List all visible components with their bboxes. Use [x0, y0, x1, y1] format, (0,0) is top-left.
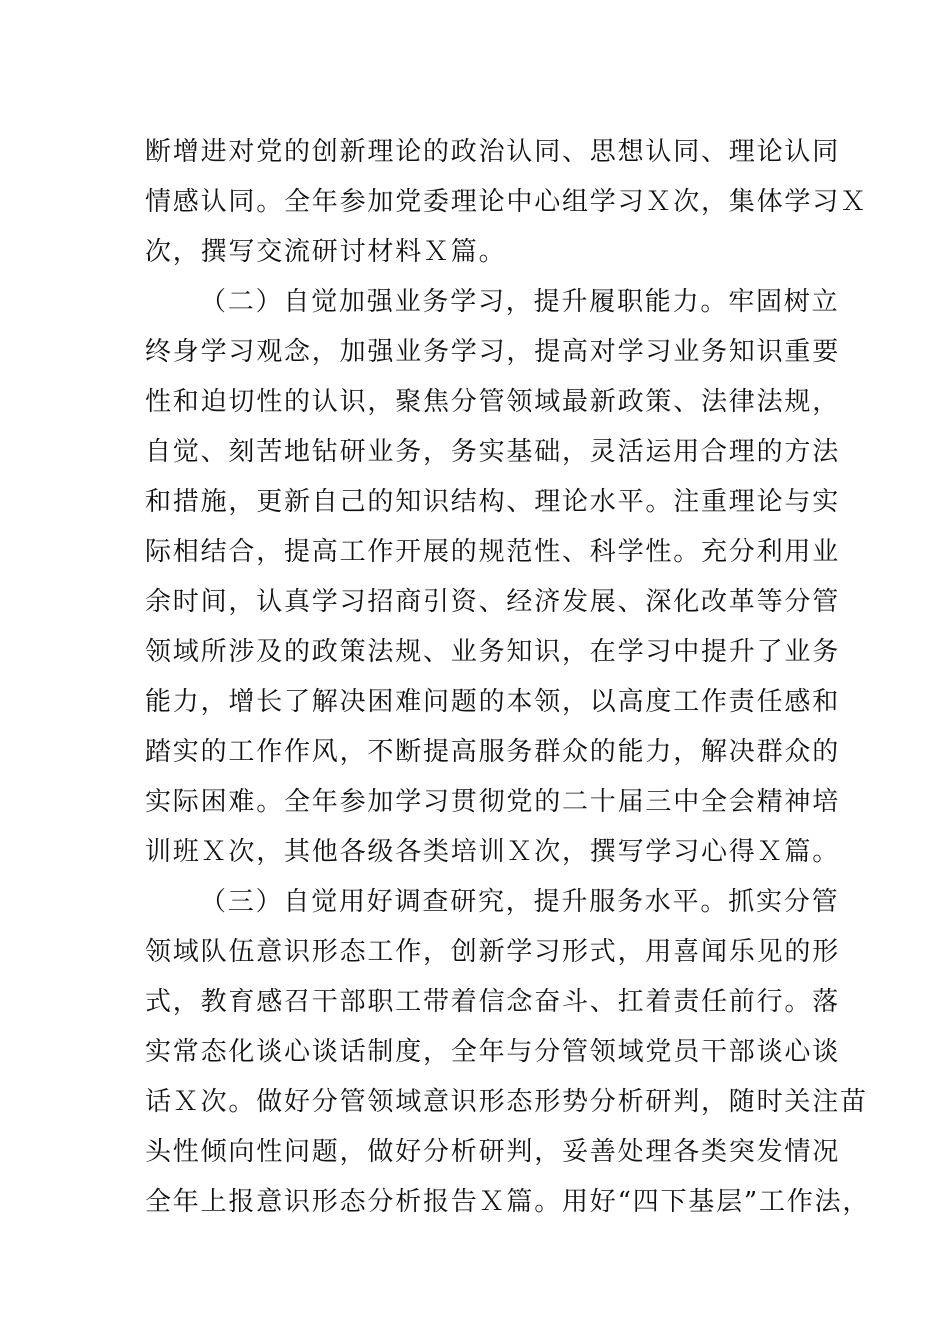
text-line: 情感认同。全年参加党委理论中心组学习Ｘ次，集体学习Ｘ [145, 187, 868, 217]
text-line: 式，教育感召干部职工带着信念奋斗、扛着责任前行。落 [145, 987, 841, 1017]
text-line: 话Ｘ次。做好分管领域意识形态形势分析研判，随时关注苗 [145, 1087, 868, 1117]
text-line: 性和迫切性的认识，聚焦分管领域最新政策、法律法规， [145, 387, 841, 417]
text-line: 余时间，认真学习招商引资、经济发展、深化改革等分管 [145, 587, 841, 617]
text-line: 踏实的工作作风，不断提高服务群众的能力，解决群众的 [145, 737, 841, 767]
paragraph-heading-line: （二）自觉加强业务学习，提升履职能力。牢固树立 [200, 287, 840, 317]
text-line: 和措施，更新自己的知识结构、理论水平。注重理论与实 [145, 487, 841, 517]
text-line: 头性倾向性问题，做好分析研判，妥善处理各类突发情况 [145, 1137, 841, 1167]
text-line: 际相结合，提高工作开展的规范性、科学性。充分利用业 [145, 537, 841, 567]
text-line: 终身学习观念，加强业务学习，提高对学习业务知识重要 [145, 337, 841, 367]
text-line: 实际困难。全年参加学习贯彻党的二十届三中全会精神培 [145, 787, 841, 817]
text-line: 训班Ｘ次，其他各级各类培训Ｘ次，撰写学习心得Ｘ篇。 [145, 837, 841, 867]
text-line: 次，撰写交流研讨材料Ｘ篇。 [145, 237, 507, 267]
text-line: 全年上报意识形态分析报告Ｘ篇。用好“四下基层”工作法， [145, 1187, 871, 1217]
text-line: 自觉、刻苦地钻研业务，务实基础，灵活运用合理的方法 [145, 437, 841, 467]
text-line: 能力，增长了解决困难问题的本领，以高度工作责任感和 [145, 687, 841, 717]
text-line: 领域所涉及的政策法规、业务知识，在学习中提升了业务 [145, 637, 841, 667]
text-line: 领域队伍意识形态工作，创新学习形式，用喜闻乐见的形 [145, 937, 841, 967]
text-line: 断增进对党的创新理论的政治认同、思想认同、理论认同 [145, 137, 841, 167]
paragraph-heading-line: （三）自觉用好调查研究，提升服务水平。抓实分管 [200, 887, 840, 917]
text-line: 实常态化谈心谈话制度，全年与分管领域党员干部谈心谈 [145, 1037, 841, 1067]
